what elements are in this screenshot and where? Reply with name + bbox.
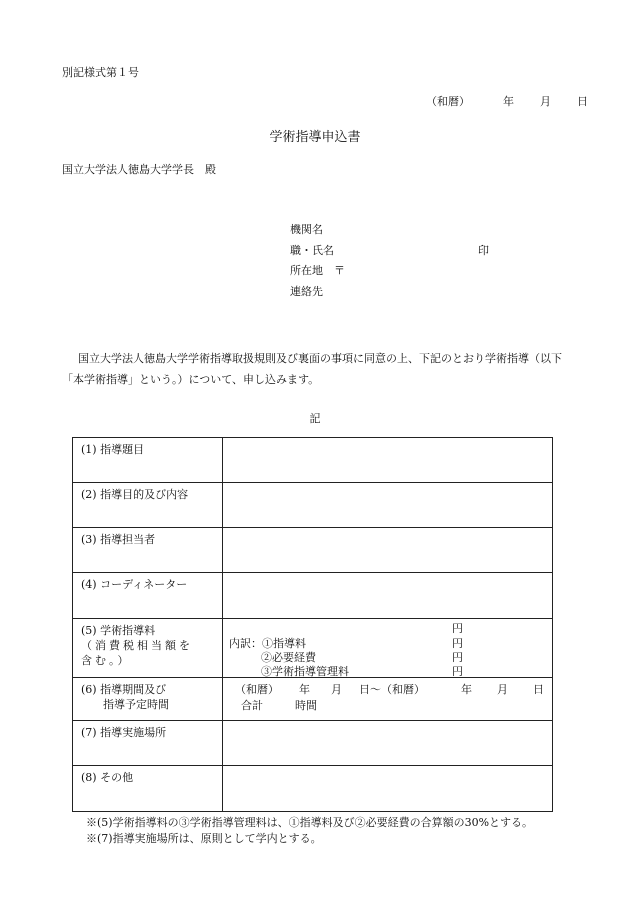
- table-row: [73, 483, 553, 528]
- applicant-address-label: 所在地 〒: [290, 264, 345, 277]
- date-year: 年: [503, 95, 514, 108]
- applicant-contact-label: 連絡先: [290, 284, 323, 298]
- footnote-2: ※(7)指導実施場所は、原則として学内とする。: [86, 832, 322, 845]
- label-other: (8) その他: [73, 766, 223, 812]
- intro-line-2: 「本学術指導」という。）について、申し込みます。: [62, 373, 320, 386]
- fee-item3-yen: 円: [452, 665, 463, 678]
- label-guidance-title: (1) 指導題目: [73, 438, 223, 483]
- field-guidance-title[interactable]: [223, 438, 553, 483]
- schedule-detail: [223, 678, 552, 720]
- intro-line-1: 国立大学法人徳島大学学術指導取扱規則及び裏面の事項に同意の上、下記のとおり学術指導（以下: [78, 352, 562, 365]
- table-row: [73, 678, 553, 721]
- applicant-org-label: 機関名: [290, 223, 323, 236]
- sched-month2: 月: [497, 683, 508, 696]
- table-row: [73, 573, 553, 619]
- applicant-name-label: 職・氏名: [290, 243, 334, 257]
- sched-hours-label: 時間: [295, 699, 317, 712]
- applicant-block: [290, 220, 510, 302]
- label-period-hours: [73, 678, 223, 721]
- label-fee-tax-note-2: 含む。）: [81, 654, 132, 667]
- fee-item2-yen: 円: [452, 651, 463, 664]
- sched-day-from: 日～（和暦）: [359, 683, 425, 696]
- field-instructor[interactable]: [223, 528, 553, 573]
- sched-total-label: 合計: [241, 699, 263, 712]
- footnote-1: ※(5)学術指導料の③学術指導管理料は、①指導料及び②必要経費の合算額の30%とする。: [86, 816, 534, 829]
- label-instructor: (3) 指導担当者: [73, 528, 223, 573]
- fee-item2-label: ②必要経費: [261, 651, 316, 664]
- fee-breakdown: [223, 619, 552, 677]
- addressee: 国立大学法人徳島大学学長 殿: [62, 163, 216, 176]
- document-title: 学術指導申込書: [269, 130, 361, 145]
- label-guidance-fee: [73, 619, 223, 678]
- label-period-text: (6) 指導期間及び: [81, 683, 167, 696]
- label-purpose-content: (2) 指導目的及び内容: [73, 483, 223, 528]
- table-row: [73, 766, 553, 812]
- date-day: 日: [577, 95, 588, 108]
- footnotes: [86, 815, 533, 847]
- field-other[interactable]: [223, 766, 553, 812]
- table-row: [73, 721, 553, 766]
- date-era: （和暦）: [426, 95, 470, 108]
- field-location[interactable]: [223, 721, 553, 766]
- fee-item1-yen: 円: [452, 637, 463, 650]
- fee-breakdown-label: 内訳：①指導料: [229, 637, 306, 650]
- application-date: [426, 93, 588, 109]
- form-code: 別記様式第１号: [62, 66, 139, 79]
- field-purpose-content[interactable]: [223, 483, 553, 528]
- label-location: (7) 指導実施場所: [73, 721, 223, 766]
- sched-era: （和暦）: [235, 683, 279, 696]
- sched-month: 月: [331, 683, 342, 696]
- label-hours-text: 指導予定時間: [103, 698, 169, 711]
- table-row: [73, 619, 553, 678]
- applicant-name-row: [290, 241, 510, 262]
- intro-paragraph: [62, 348, 562, 390]
- fee-total-yen: 円: [452, 622, 463, 635]
- label-fee-tax-note-1: （消費税相当額を: [81, 639, 193, 652]
- label-coordinator: (4) コーディネーター: [73, 573, 223, 619]
- sched-year: 年: [299, 683, 310, 696]
- date-month: 月: [540, 95, 551, 108]
- fee-item3-label: ③学術指導管理料: [261, 665, 349, 678]
- table-row: [73, 528, 553, 573]
- label-guidance-fee-text: (5) 学術指導料: [81, 624, 156, 637]
- sched-year2: 年: [461, 683, 472, 696]
- sched-day2: 日: [533, 683, 544, 696]
- table-row: [73, 438, 553, 483]
- field-guidance-fee[interactable]: [223, 619, 553, 678]
- field-period-hours[interactable]: [223, 678, 553, 721]
- ki-heading: 記: [309, 412, 321, 425]
- field-coordinator[interactable]: [223, 573, 553, 619]
- application-table: [72, 437, 553, 812]
- seal-mark: 印: [478, 243, 489, 257]
